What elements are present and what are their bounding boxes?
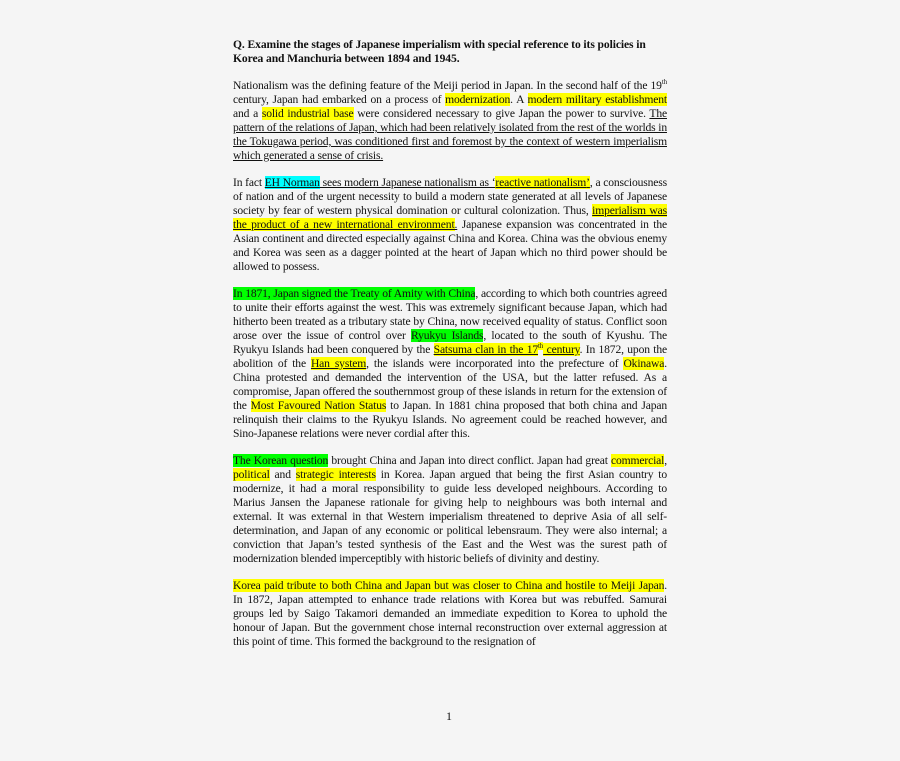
highlighted-text: Ryukyu Islands xyxy=(410,329,484,342)
highlighted-text: The Korean question xyxy=(233,454,329,467)
highlighted-text: Korea paid tribute to both China and Japan but was closer to China and hostile to Meiji Japan xyxy=(233,579,665,592)
text-segment: . A xyxy=(510,93,528,106)
highlighted-text: EH Norman xyxy=(264,176,320,189)
text-segment: , according to which both countries agreed to unite their efforts against the west. This was extremely significant because Japan, which had hitherto been treated as a tributary state by China, now received equality of status. Conflict soon arose over the issue of control over xyxy=(233,287,667,342)
highlighted-text: modernization xyxy=(445,93,511,106)
question-title: Q. Examine the stages of Japanese imperialism with special reference to its policies in Korea and Manchuria between 1894 and 1945. xyxy=(233,38,646,65)
highlighted-text: strategic interests xyxy=(295,468,376,481)
highlighted-text: Satsuma clan in the 17 xyxy=(433,343,539,356)
paragraph-2 xyxy=(233,176,667,274)
text-segment: , a consciousness of nation and of the urgent necessity to build a modern state generated at all levels of Japanese society by fear of western physical domination or cultural colonization. Thus, xyxy=(233,176,667,217)
text-segment: in Korea. Japan argued that being the first Asian country to modernize, it had a moral responsibility to guide less developed neighbours. According to Marius Jansen the Japanese rationale for giving help to neighbours was both internal and external. It was external in that Western imperialism threatened to deprive Asia of all self-determination, and Japan of any economic or political lebensraum. They were also internal; a conviction that Japan’s tested synthesis of the East and the West was the surest path of modernization blended imperceptibly with historic beliefs of divinity and destiny. xyxy=(233,468,667,565)
text-segment: to Japan. In 1881 china proposed that both china and Japan relinquish their claims to the Ryukyu Islands. No agreement could be reached however, and Sino-Japanese relations were never cordial after this. xyxy=(233,399,668,440)
text-segment: Nationalism was the defining feature of the Meiji period in Japan. In the second half of the 19 xyxy=(233,79,662,92)
highlighted-text: solid industrial base xyxy=(261,107,354,120)
highlighted-text: The pattern of the relations of Japan, which had been relatively isolated from the rest of the worlds in the Tokugawa period, was conditioned first and foremost by the context of western imperialism which generated a sense of crisis. xyxy=(233,107,667,162)
text-segment: century, Japan had embarked on a process of xyxy=(233,93,446,106)
text-segment: , the islands were incorporated into the prefecture of xyxy=(366,357,624,370)
text-segment: , located to the south of Kyushu. The Ryukyu Islands had been conquered by the xyxy=(233,329,667,356)
highlighted-text: sees modern Japanese nationalism as ‘ xyxy=(319,176,496,189)
highlighted-text: modern military establishment xyxy=(527,93,667,106)
document-body xyxy=(233,79,667,649)
highlighted-text: reactive nationalism xyxy=(495,176,587,189)
highlighted-text: ’ xyxy=(586,176,590,189)
page-number: 1 xyxy=(446,709,452,723)
document-page xyxy=(233,38,667,662)
text-segment: and xyxy=(269,468,296,481)
highlighted-text: . xyxy=(454,218,458,231)
highlighted-text: Okinawa xyxy=(623,357,665,370)
highlighted-text: commercial xyxy=(611,454,665,467)
text-segment: . In 1872, upon the abolition of the xyxy=(233,343,667,370)
paragraph-3 xyxy=(233,287,667,441)
text-segment: brought China and Japan into direct conflict. Japan had great xyxy=(328,454,612,467)
text-segment: Japanese expansion was concentrated in the Asian continent and directed especially against China and Korea. China was the obvious enemy and Korea was seen as a dagger pointed at the heart of Japan which no third power should be allowed to possess. xyxy=(233,218,667,273)
highlighted-text: th xyxy=(538,342,544,351)
text-segment: , xyxy=(664,454,667,467)
paragraph-1 xyxy=(233,79,667,163)
paragraph-4 xyxy=(233,454,667,566)
text-segment: and a xyxy=(233,107,262,120)
text-segment: were considered necessary to give Japan the power to survive. xyxy=(353,107,650,120)
highlighted-text: imperialism was the product of a new international environment xyxy=(233,204,667,231)
text-segment: In fact xyxy=(233,176,265,189)
text-segment: . China protested and demanded the intervention of the USA, but the latter refused. As a compromise, Japan offered the southernmost group of these islands in return for the extension of the xyxy=(233,357,668,412)
highlighted-text: In 1871, Japan signed the Treaty of Amity with China xyxy=(233,287,476,300)
highlighted-text: century xyxy=(543,343,580,356)
highlighted-text: Most Favoured Nation Status xyxy=(250,399,387,412)
text-segment: . In 1872, Japan attempted to enhance trade relations with Korea but was rebuffed. Samurai groups led by Saigo Takamori demanded an immediate expedition to Korea to uphold the honour of Japan. But the government chose internal reconstruction over external aggression at this point of time. This formed the background to the resignation of xyxy=(233,579,667,648)
text-segment: th xyxy=(661,78,667,87)
highlighted-text: Han system xyxy=(310,357,367,370)
paragraph-5 xyxy=(233,579,667,649)
highlighted-text: political xyxy=(233,468,270,481)
